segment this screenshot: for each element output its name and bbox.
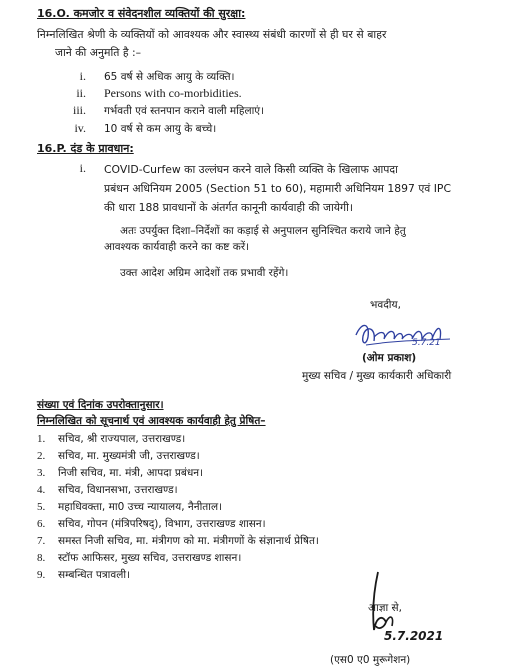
penalty-line3: की धारा 188 प्रावधानों के अंतर्गत कानूनी कार्यवाही की जायेगी।	[104, 201, 354, 214]
directive-line2: आवश्यक कार्यवाही करने का कष्ट करें।	[104, 241, 250, 253]
signatory-name: (ओम प्रकाश)	[362, 352, 417, 364]
list-number: 2.	[37, 450, 46, 462]
list-item-text: 10 वर्ष से कम आयु के बच्चे।	[104, 123, 217, 135]
section-16p-title: 16.P. दंड के प्रावधान:	[37, 142, 134, 155]
list-number: 3.	[37, 467, 46, 479]
section-16o-intro-line2: जाने की अनुमति है :–	[55, 46, 142, 59]
penalty-line1: COVID-Curfew का उल्लंघन करने वाले किसी व्यक्ति के खिलाफ आपदा	[104, 163, 398, 176]
list-number: 9.	[37, 569, 46, 581]
list-numeral: i.	[79, 69, 86, 83]
signature-date: 5.7.2021	[384, 629, 444, 643]
list-number: 6.	[37, 518, 46, 530]
section-16o-title: 16.O. कमजोर व संवेदनशील व्यक्तियों की सुरक्षा:	[37, 7, 246, 20]
recipient-item: सचिव, विधानसभा, उत्तराखण्ड।	[58, 484, 178, 496]
list-item-text: 65 वर्ष से अधिक आयु के व्यक्ति।	[104, 71, 235, 83]
section-16o-intro-line1: निम्नलिखित श्रेणी के व्यक्तियों को आवश्यक और स्वास्थ्य संबंधी कारणों से ही घर से बाहर	[37, 28, 387, 41]
list-numeral: iv.	[74, 121, 86, 135]
recipient-item: सचिव, गोपन (मंत्रिपरिषद्), विभाग, उत्तराखण्ड शासन।	[58, 518, 266, 530]
signature-date: 5.7.21	[412, 338, 441, 348]
penalty-line2: प्रबंधन अधिनियम 2005 (Section 51 to 60), महामारी अधिनियम 1897 एवं IPC	[104, 182, 451, 195]
reference-line: संख्या एवं दिनांक उपरोक्तानुसार।	[37, 399, 164, 411]
list-number: 4.	[37, 484, 46, 496]
salutation: भवदीय,	[370, 299, 401, 311]
list-item-text: गर्भवती एवं स्तनपान कराने वाली महिलाएं।	[104, 105, 265, 117]
recipient-item: निजी सचिव, मा. मंत्री, आपदा प्रबंधन।	[58, 467, 204, 479]
distribution-heading: निम्नलिखित को सूचनार्थ एवं आवश्यक कार्यवाही हेतु प्रेषित–	[37, 415, 266, 427]
list-number: 5.	[37, 501, 46, 513]
salutation: आज्ञा से,	[368, 602, 402, 614]
list-numeral: i.	[79, 161, 86, 175]
list-numeral: ii.	[76, 86, 86, 100]
recipient-item: सम्बन्धित पत्रावली।	[58, 569, 131, 581]
directive-line1: अतः उपर्युक्त दिशा–निर्देशों का कड़ाई से अनुपालन सुनिश्चित कराये जाने हेतु	[120, 225, 406, 237]
list-number: 8.	[37, 552, 46, 564]
recipient-item: स्टॉफ आफिसर, मुख्य सचिव, उत्तराखण्ड शासन।	[58, 552, 242, 564]
signature-image	[352, 313, 462, 355]
recipient-item: सचिव, मा. मुख्यमंत्री जी, उत्तराखण्ड।	[58, 450, 200, 462]
recipient-item: सचिव, श्री राज्यपाल, उत्तराखण्ड।	[58, 433, 186, 445]
effect-line: उक्त आदेश अग्रिम आदेशों तक प्रभावी रहेंगे।	[120, 267, 289, 279]
list-number: 1.	[37, 433, 46, 445]
list-numeral: iii.	[72, 103, 86, 117]
list-item-text: Persons with co-morbidities.	[104, 86, 242, 100]
recipient-item: महाधिवक्ता, मा0 उच्च न्यायालय, नैनीताल।	[58, 501, 223, 513]
signatory-name: (एस0 ए0 मुरूगेशन)	[330, 654, 411, 666]
signatory-designation: मुख्य सचिव / मुख्य कार्यकारी अधिकारी	[302, 370, 452, 382]
recipient-item: समस्त निजी सचिव, मा. मंत्रीगण को मा. मंत्रीगणों के संज्ञानार्थ प्रेषित।	[58, 535, 319, 547]
list-number: 7.	[37, 535, 46, 547]
